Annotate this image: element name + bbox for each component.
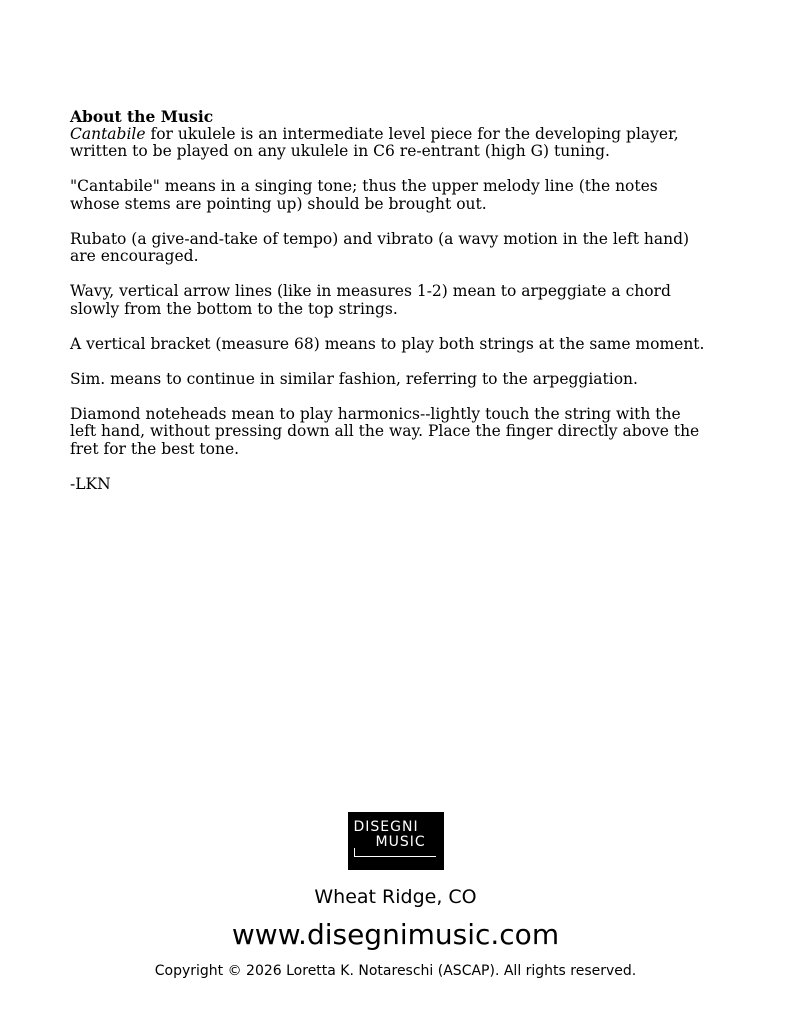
- publisher-footer: [0, 812, 791, 980]
- cantabile-paragraph: "Cantabile" means in a singing tone; thus the upper melody line (the notes whose stems are pointing up) should be brought out.: [70, 177, 658, 213]
- signature: -LKN: [70, 474, 111, 493]
- arpeggio-paragraph: Wavy, vertical arrow lines (like in measures 1-2) mean to arpeggiate a chord slowly from the bottom to the top strings.: [70, 282, 671, 318]
- rubato-paragraph: Rubato (a give-and-take of tempo) and vibrato (a wavy motion in the left hand) are encouraged.: [70, 229, 690, 265]
- logo-rule-horizontal: [354, 856, 436, 857]
- bracket-paragraph: A vertical bracket (measure 68) means to play both strings at the same moment.: [70, 334, 705, 353]
- disegni-music-logo: [348, 812, 444, 870]
- piece-title: Cantabile: [70, 124, 146, 143]
- sim-paragraph: Sim. means to continue in similar fashion, referring to the arpeggiation.: [70, 369, 638, 388]
- publisher-website: www.disegnimusic.com: [231, 918, 560, 951]
- about-section: [70, 108, 710, 511]
- harmonics-paragraph: Diamond noteheads mean to play harmonics--lightly touch the string with the left hand, without pressing down all the way. Place the finger directly above the fret for the best tone.: [70, 404, 700, 458]
- publisher-location: Wheat Ridge, CO: [314, 886, 477, 908]
- intro-text: for ukulele is an intermediate level piece for the developing player, written to be played on any ukulele in C6 re-entrant (high G) tuning.: [70, 124, 679, 160]
- copyright-notice: Copyright © 2026 Loretta K. Notareschi (ASCAP). All rights reserved.: [154, 963, 637, 979]
- logo-text-top: DISEGNI: [353, 819, 419, 835]
- about-heading: About the Music: [70, 107, 214, 126]
- logo-text-bottom: MUSIC: [375, 834, 426, 850]
- intro-paragraph: [70, 126, 710, 161]
